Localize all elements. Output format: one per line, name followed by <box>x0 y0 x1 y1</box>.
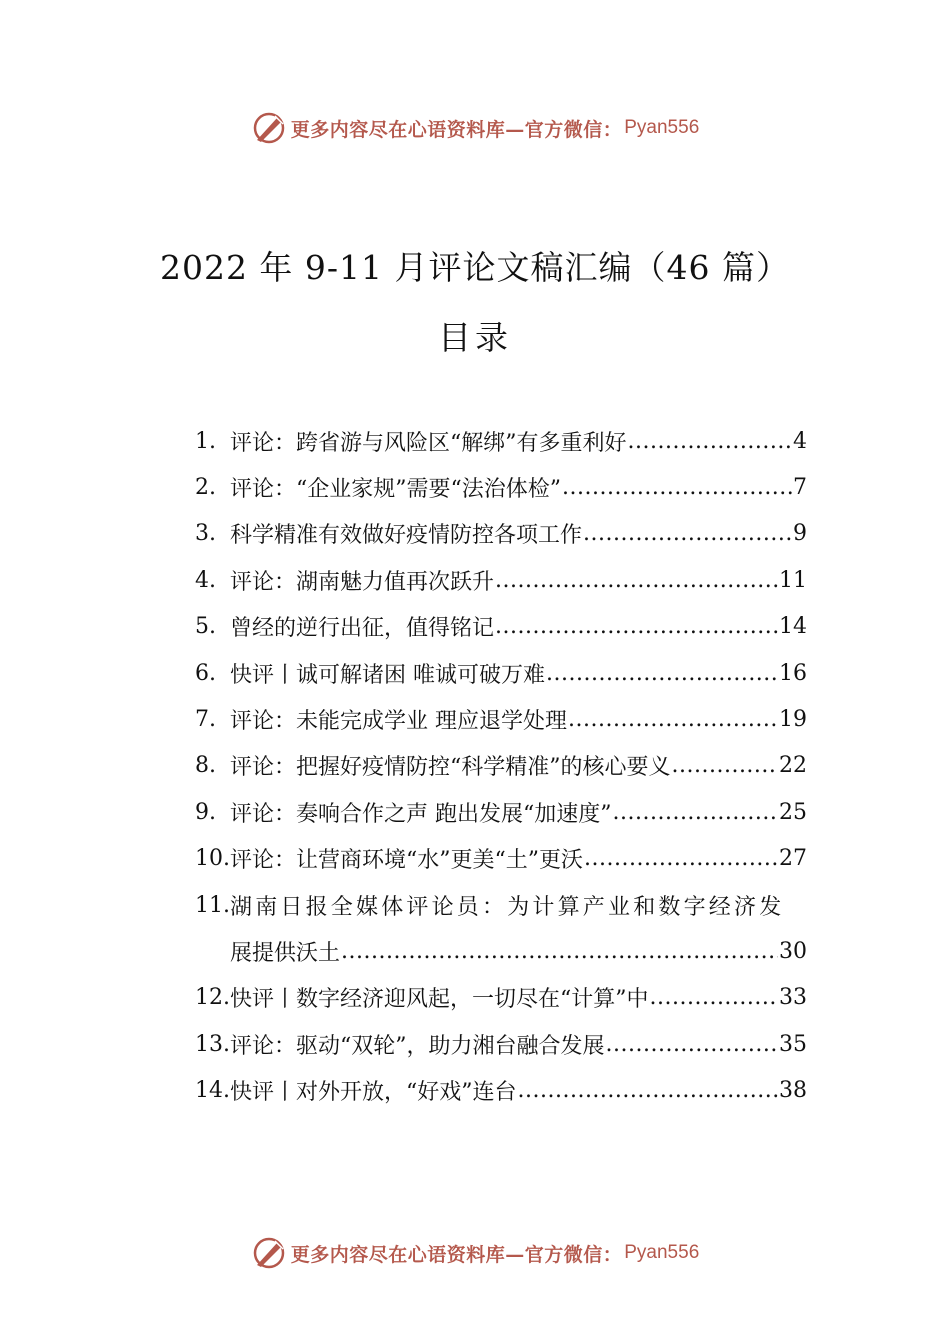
watermark-banner-top <box>0 108 950 148</box>
toc-leader-dots <box>672 753 779 778</box>
toc-leader-dots <box>568 707 778 732</box>
toc-leader-dots <box>584 846 778 871</box>
toc-item-number: 13. <box>195 1031 230 1057</box>
toc-item-number: 4. <box>195 567 216 593</box>
toc-leader-dots <box>495 568 778 593</box>
toc-item-page: 30 <box>779 938 807 964</box>
table-of-contents <box>195 418 807 1114</box>
toc-item[interactable] <box>195 1067 807 1113</box>
toc-item-page: 22 <box>779 753 807 779</box>
toc-leader-dots <box>650 985 779 1010</box>
toc-item-title: 评论：“企业家规”需要“法治体检” <box>230 477 561 503</box>
toc-item-number: 1. <box>195 428 216 454</box>
document-title: 2022 年 9-11 月评论文稿汇编（46 篇） <box>159 248 791 287</box>
toc-item-title: 快评丨对外开放，“好戏”连台 <box>230 1080 517 1106</box>
toc-item-page: 11 <box>779 567 807 593</box>
toc-item[interactable] <box>195 975 807 1021</box>
toc-leader-dots <box>518 1078 779 1103</box>
toc-item-number: 14. <box>195 1078 230 1104</box>
toc-leader-dots <box>628 429 793 454</box>
pen-logo-icon <box>251 1235 287 1271</box>
toc-item-continuation[interactable] <box>195 928 807 974</box>
toc-item-page: 14 <box>779 614 807 640</box>
toc-item-page: 16 <box>779 660 807 686</box>
toc-item-number: 10. <box>195 846 230 872</box>
toc-item-title: 评论：奏响合作之声 跑出发展“加速度” <box>230 801 612 827</box>
toc-item[interactable] <box>195 1021 807 1067</box>
toc-heading: 目录 <box>438 318 512 357</box>
toc-item-number: 3. <box>195 521 216 547</box>
toc-item-number: 5. <box>195 614 216 640</box>
watermark-banner-bottom <box>0 1233 950 1273</box>
toc-item-number: 8. <box>195 753 216 779</box>
pen-logo-icon <box>251 110 287 146</box>
toc-leader-dots <box>606 1032 779 1057</box>
toc-item[interactable] <box>195 882 807 928</box>
watermark-text: 更多内容尽在心语资料库—官方微信： <box>290 1243 623 1266</box>
toc-item-number: 12. <box>195 985 230 1011</box>
toc-item-page: 38 <box>779 1078 807 1104</box>
toc-item-title-continued: 展提供沃土 <box>230 940 341 966</box>
toc-item-page: 9 <box>793 521 807 547</box>
toc-item[interactable] <box>195 836 807 882</box>
toc-item[interactable] <box>195 557 807 603</box>
toc-item-title: 快评丨诚可解诸困 唯诚可破万难 <box>230 662 545 688</box>
toc-item-page: 4 <box>793 428 807 454</box>
watermark-wechat-id: Pyan556 <box>624 117 700 138</box>
toc-item-number: 2. <box>195 475 216 501</box>
toc-leader-dots <box>546 661 778 686</box>
toc-item-number: 6. <box>195 660 216 686</box>
toc-item[interactable] <box>195 464 807 510</box>
toc-item-page: 33 <box>779 985 807 1011</box>
toc-item-title: 快评丨数字经济迎风起，一切尽在“计算”中 <box>230 987 649 1013</box>
watermark-text: 更多内容尽在心语资料库—官方微信： <box>290 118 623 141</box>
toc-item-title: 评论：驱动“双轮”，助力湘台融合发展 <box>230 1033 605 1059</box>
toc-item[interactable] <box>195 418 807 464</box>
toc-item[interactable] <box>195 743 807 789</box>
toc-item-number: 7. <box>195 707 216 733</box>
toc-item-page: 25 <box>779 799 807 825</box>
toc-item[interactable] <box>195 650 807 696</box>
toc-item-title: 评论：未能完成学业 理应退学处理 <box>230 709 567 735</box>
toc-item[interactable] <box>195 604 807 650</box>
toc-item[interactable] <box>195 789 807 835</box>
watermark-wechat-id: Pyan556 <box>624 1242 700 1263</box>
toc-item-page: 35 <box>779 1031 807 1057</box>
toc-item-page: 19 <box>779 707 807 733</box>
toc-item-title: 科学精准有效做好疫情防控各项工作 <box>230 523 583 549</box>
toc-leader-dots <box>583 521 792 546</box>
toc-item-title: 评论：跨省游与风险区“解绑”有多重利好 <box>230 430 627 456</box>
toc-item[interactable] <box>195 696 807 742</box>
toc-item-number: 9. <box>195 799 216 825</box>
toc-item-page: 27 <box>779 846 807 872</box>
toc-item-page: 7 <box>793 475 807 501</box>
toc-item-title: 评论：让营商环境“水”更美“土”更沃 <box>230 848 583 874</box>
toc-item-number: 11. <box>195 892 230 918</box>
toc-item-title: 评论：把握好疫情防控“科学精准”的核心要义 <box>230 755 671 781</box>
toc-item-title: 湖南日报全媒体评论员：为计算产业和数字经济发 <box>230 894 785 920</box>
toc-leader-dots <box>341 939 778 964</box>
toc-item[interactable] <box>195 511 807 557</box>
toc-item-title: 评论：湖南魅力值再次跃升 <box>230 569 495 595</box>
toc-leader-dots <box>495 614 778 639</box>
toc-leader-dots <box>613 800 779 825</box>
toc-leader-dots <box>562 475 792 500</box>
toc-item-title: 曾经的逆行出征，值得铭记 <box>230 616 495 642</box>
